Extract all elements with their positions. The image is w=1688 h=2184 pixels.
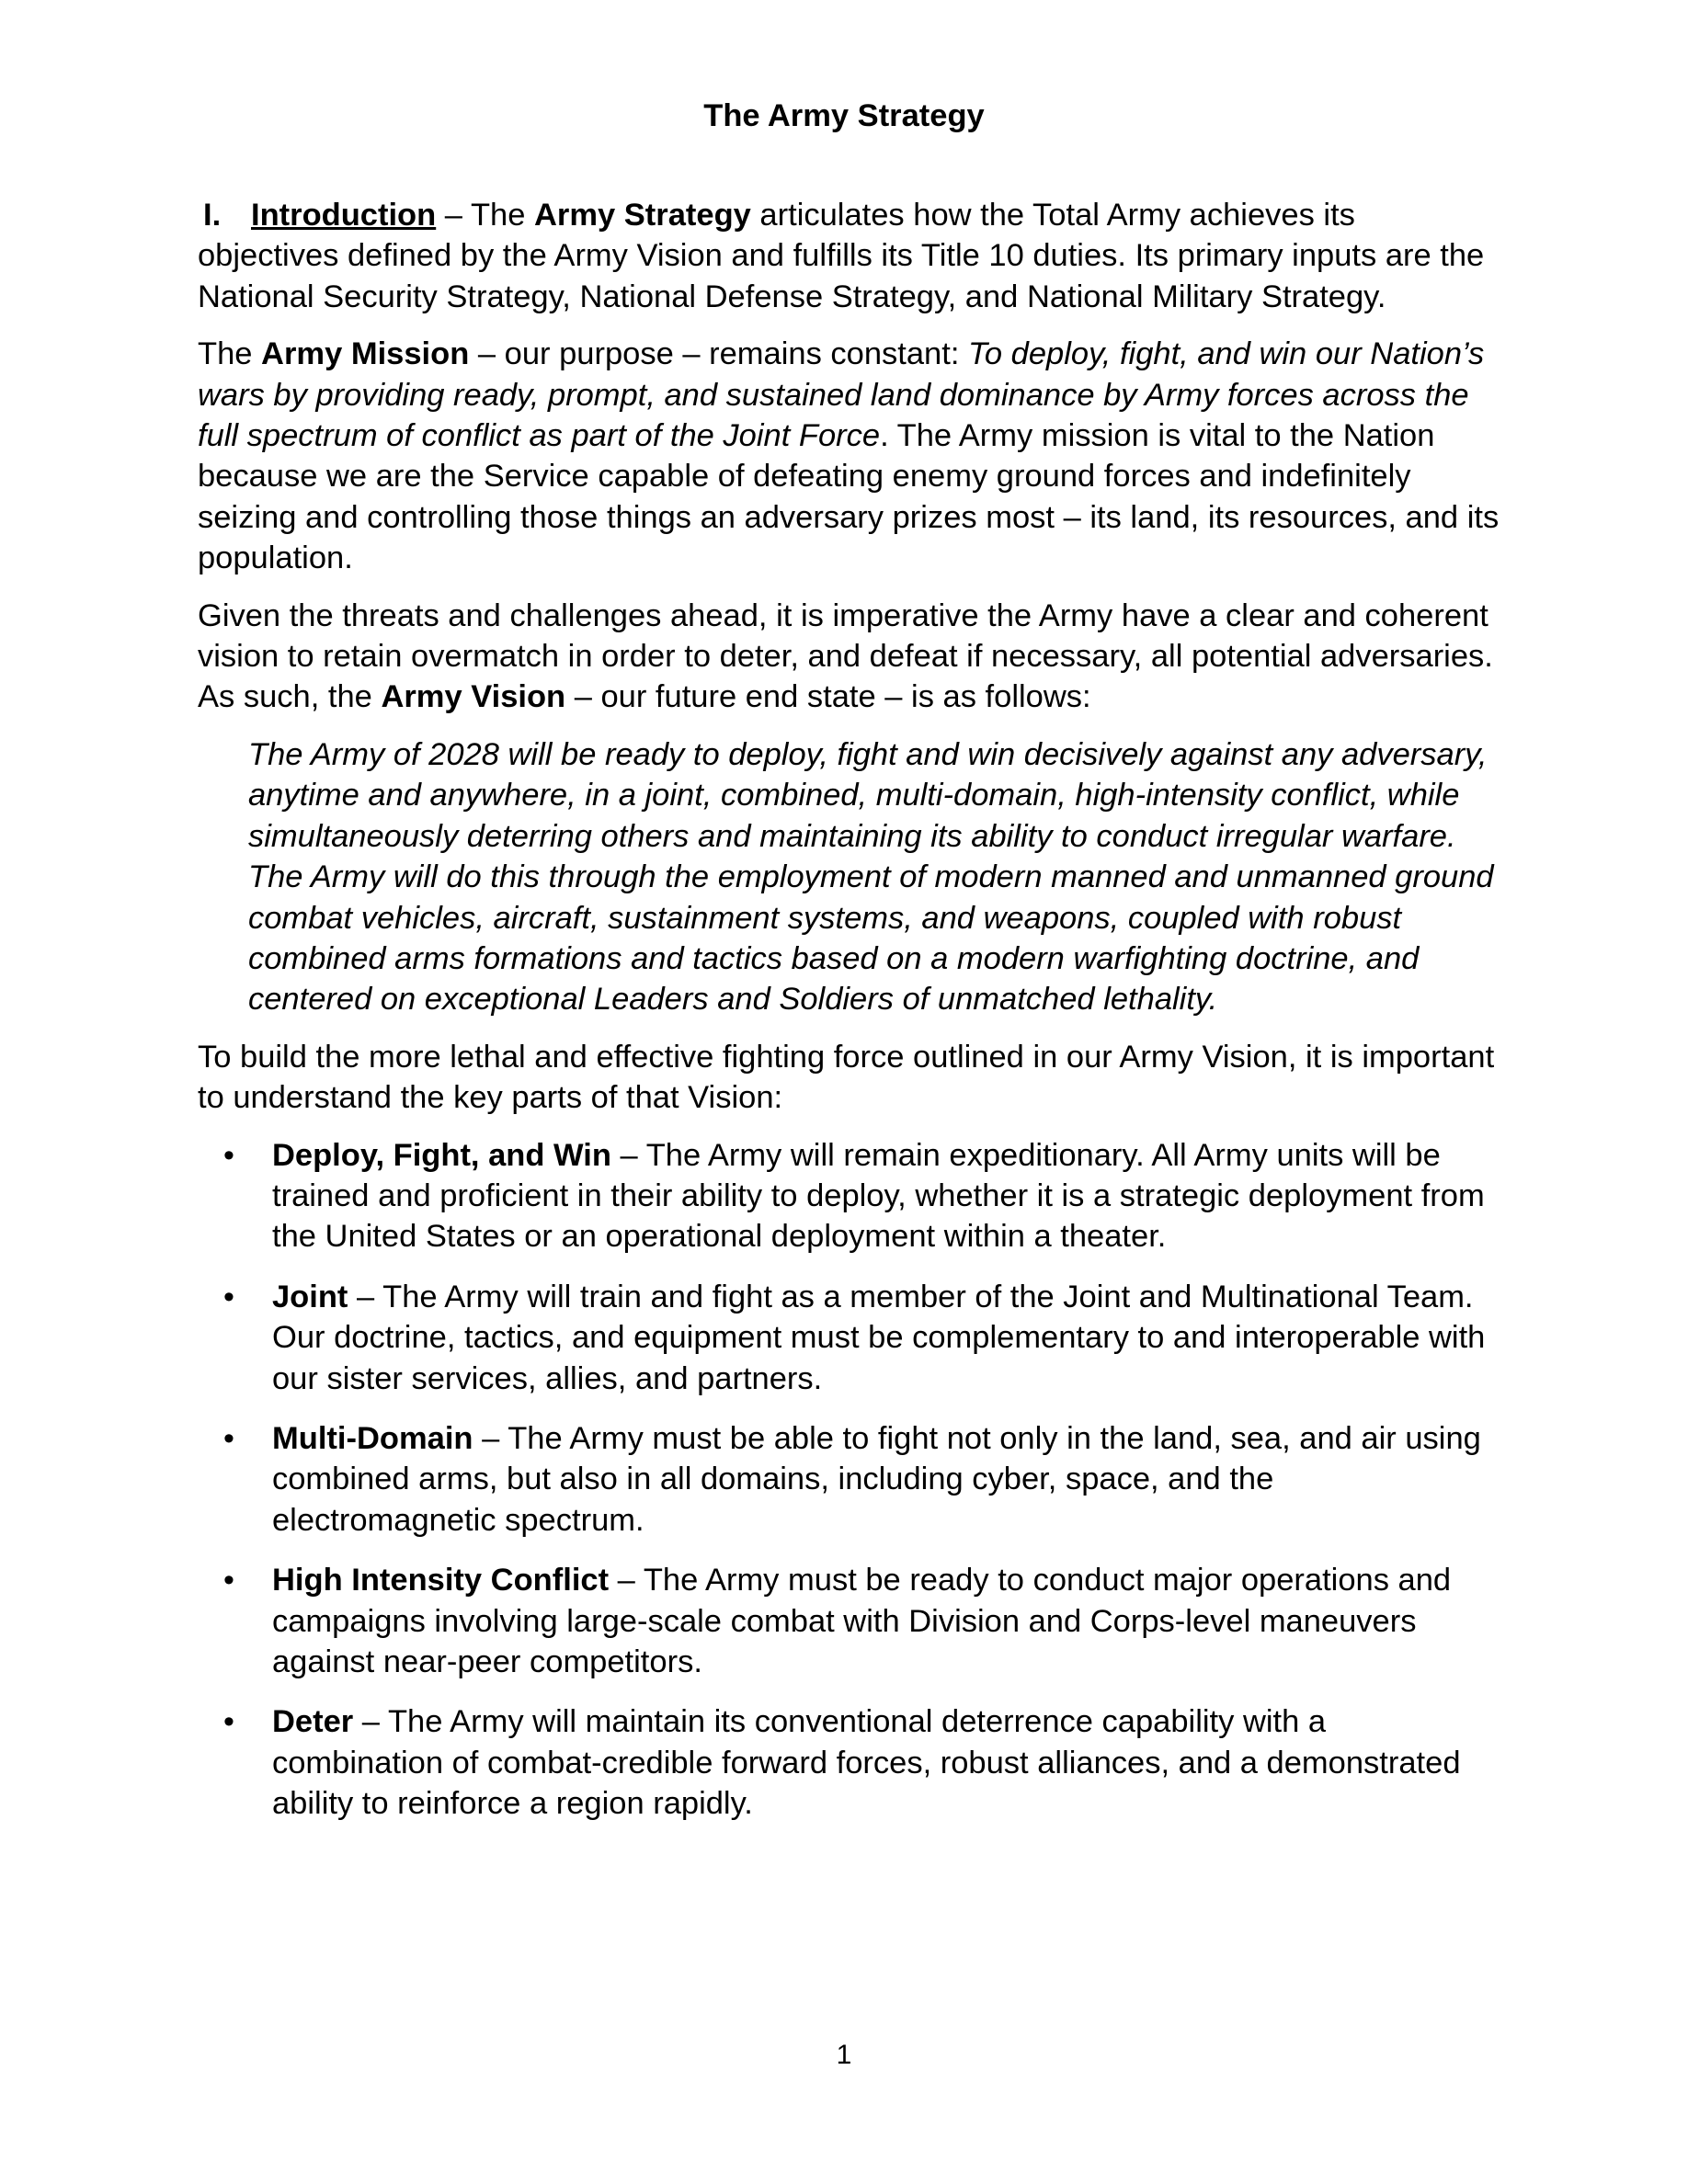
list-item-term: Joint [272,1279,348,1314]
page-title: The Army Strategy [703,98,985,133]
vision-text-b: – our future end state – is as follows: [565,679,1091,715]
list-item [198,1418,1503,1541]
bullet-icon: • [223,1137,234,1173]
list-item-term: Deter [272,1704,354,1740]
list-item [198,1560,1503,1682]
vision-key-parts-list [198,1135,1503,1825]
document-body [198,195,1503,1844]
bullet-icon: • [223,1704,234,1740]
list-item-text: – The Army will maintain its conventional deterrence capability with a combination of combat-credible forward forces, robust alliances, and a demonstrated ability to reinforce a region rapidly. [272,1704,1461,1822]
list-item-text: – The Army must be ready to conduct major operations and campaigns involving large-scale combat with Division and Corps-level maneuvers against near-peer competitors. [272,1563,1452,1679]
army-vision-term: Army Vision [381,679,566,715]
key-parts-paragraph: To build the more lethal and effective fighting force outlined in our Army Vision, it is important to understand the key parts of that Vision: [198,1039,1495,1116]
bullet-icon: • [223,1420,234,1456]
mission-text-c: . The Army mission is vital to the Nation because we are the Service capable of defeating enemy ground forces and indefinitely seizing and controlling those things an adversary prizes most – its land, its resources, and its population. [198,418,1500,576]
page-number: 1 [836,2040,852,2070]
list-item-text: – The Army will remain expeditionary. All Army units will be trained and proficient in their ability to deploy, whether it is a strategic deployment from the United States or an operational deployment within a theater. [272,1137,1485,1255]
bullet-icon: • [223,1563,234,1598]
vision-intro-paragraph [198,596,1503,718]
intro-text-a: – The [436,198,534,233]
section-heading: Introduction [251,198,437,233]
mission-statement: To deploy, fight, and win our Nation’s wars by providing ready, prompt, and sustained land dominance by Army forces across the full spectrum of conflict as part of the Joint Force [198,336,1485,454]
vision-quote: The Army of 2028 will be ready to deploy, fight and win decisively against any adversary, anytime and anywhere, in a joint, combined, multi-domain, high-intensity conflict, while simultaneously deterring others and maintaining its ability to conduct irregular warfare. The Army will do this through the employment of modern manned and unmanned ground combat vehicles, aircraft, sustainment systems, and weapons, coupled with robust combined arms formations and tactics based on a modern warfighting doctrine, and centered on exceptional Leaders and Soldiers of unmatched lethality. [248,736,1494,1018]
list-item-term: High Intensity Conflict [272,1563,610,1598]
list-item-term: Multi-Domain [272,1420,473,1456]
list-item [198,1135,1503,1257]
vision-text-a: Given the threats and challenges ahead, it is imperative the Army have a clear and coherent vision to retain overmatch in order to deter, and defeat if necessary, all potential adversaries. As such, the [198,597,1493,715]
list-item [198,1701,1503,1824]
bullet-icon: • [223,1279,234,1314]
army-strategy-term: Army Strategy [534,198,751,233]
mission-text-a: The [198,336,262,372]
mission-paragraph [198,334,1503,578]
intro-paragraph [198,195,1503,317]
list-item [198,1277,1503,1399]
list-item-text: – The Army must be able to fight not only in the land, sea, and air using combined arms, but also in all domains, including cyber, space, and the electromagnetic spectrum. [272,1420,1481,1538]
intro-text-b: articulates how the Total Army achieves its objectives defined by the Army Vision and fulfills its Title 10 duties. Its primary inputs are the National Security Strategy, National Defense Strategy, and National Military Strategy. [198,198,1485,314]
list-item-text: – The Army will train and fight as a member of the Joint and Multinational Team. Our doctrine, tactics, and equipment must be complementary to and interoperable with our sister services, allies, and partners. [272,1279,1486,1396]
section-number: I. [203,198,222,233]
mission-text-b: – our purpose – remains constant: [469,336,968,372]
army-mission-term: Army Mission [261,336,470,372]
list-item-term: Deploy, Fight, and Win [272,1137,611,1173]
